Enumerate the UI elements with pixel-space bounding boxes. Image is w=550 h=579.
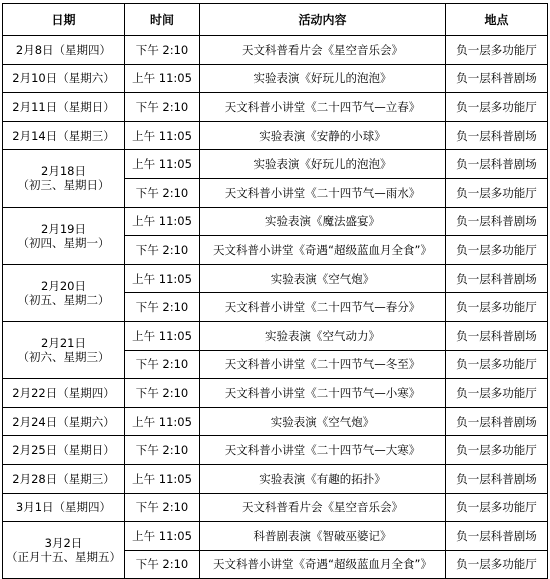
activity-cell: 天文科普小讲堂《二十四节气—大寒》 [200,436,446,465]
date-line: （初六、星期三） [17,350,110,365]
time-cell: 下午 2:10 [125,379,200,408]
date-cell [3,64,125,93]
date-line: 2月24日（星期六） [12,414,115,429]
date-line: 2月22日（星期四） [12,385,115,400]
location-cell: 负一层科普剧场 [446,464,548,493]
time-cell: 上午 11:05 [125,321,200,350]
date-line: 2月21日 [41,336,86,351]
time-cell: 上午 11:05 [125,150,200,179]
date-cell [3,464,125,493]
header-activity: 活动内容 [200,4,446,36]
table-row [3,407,548,436]
activity-cell: 天文科普小讲堂《二十四节气—立春》 [200,93,446,122]
table-row [3,64,548,93]
date-line: 2月10日（星期六） [12,71,115,86]
time-cell: 下午 2:10 [125,293,200,322]
date-line: （初五、星期二） [17,292,110,307]
date-cell [3,93,125,122]
schedule-table [2,3,548,579]
location-cell: 负一层多功能厅 [446,493,548,522]
date-cell [3,321,125,378]
date-line: （初三、星期日） [17,178,110,193]
location-cell: 负一层多功能厅 [446,436,548,465]
time-cell: 下午 2:10 [125,236,200,265]
table-row [3,264,548,293]
time-cell: 上午 11:05 [125,264,200,293]
header-time: 时间 [125,4,200,36]
date-cell [3,36,125,65]
table-row [3,464,548,493]
date-line: 3月1日（星期四） [15,500,112,515]
location-cell: 负一层科普剧场 [446,264,548,293]
location-cell: 负一层多功能厅 [446,236,548,265]
date-line: （初四、星期一） [17,235,110,250]
activity-cell: 实验表演《魔法盛宴》 [200,207,446,236]
time-cell: 上午 11:05 [125,464,200,493]
time-cell: 上午 11:05 [125,522,200,551]
time-cell: 上午 11:05 [125,121,200,150]
date-cell [3,207,125,264]
date-cell [3,264,125,321]
time-cell: 下午 2:10 [125,178,200,207]
activity-cell: 科普剧表演《智破巫婆记》 [200,522,446,551]
time-cell: 上午 11:05 [125,207,200,236]
table-row [3,207,548,236]
location-cell: 负一层多功能厅 [446,36,548,65]
location-cell: 负一层科普剧场 [446,407,548,436]
activity-cell: 天文科普看片会《星空音乐会》 [200,36,446,65]
table-row [3,522,548,551]
activity-cell: 天文科普小讲堂《二十四节气—雨水》 [200,178,446,207]
location-cell: 负一层科普剧场 [446,121,548,150]
location-cell: 负一层多功能厅 [446,93,548,122]
table-row [3,121,548,150]
date-cell [3,493,125,522]
time-cell: 下午 2:10 [125,350,200,379]
time-cell: 上午 11:05 [125,407,200,436]
table-row [3,436,548,465]
date-line: 2月14日（星期三） [12,128,115,143]
activity-cell: 实验表演《有趣的拓扑》 [200,464,446,493]
table-row [3,379,548,408]
activity-cell: 天文科普小讲堂《二十四节气—冬至》 [200,350,446,379]
schedule-body [3,36,548,579]
time-cell: 下午 2:10 [125,436,200,465]
date-line: （正月十五、星期五） [6,550,121,565]
table-row [3,36,548,65]
activity-cell: 天文科普小讲堂《奇遇“超级蓝血月全食”》 [200,236,446,265]
location-cell: 负一层多功能厅 [446,293,548,322]
date-cell [3,522,125,579]
activity-cell: 实验表演《空气炮》 [200,407,446,436]
location-cell: 负一层科普剧场 [446,522,548,551]
table-row [3,93,548,122]
date-line: 2月8日（星期四） [15,42,112,57]
date-line: 2月25日（星期日） [12,443,115,458]
activity-cell: 实验表演《安静的小球》 [200,121,446,150]
date-line: 2月28日（星期三） [12,471,115,486]
activity-cell: 天文科普小讲堂《二十四节气—春分》 [200,293,446,322]
time-cell: 下午 2:10 [125,36,200,65]
time-cell: 下午 2:10 [125,550,200,579]
date-line: 2月11日（星期日） [12,99,115,114]
table-row [3,321,548,350]
activity-cell: 实验表演《好玩儿的泡泡》 [200,64,446,93]
header-row [3,4,548,36]
activity-cell: 天文科普小讲堂《奇遇“超级蓝血月全食”》 [200,550,446,579]
date-line: 2月20日 [41,278,86,293]
date-cell [3,121,125,150]
location-cell: 负一层科普剧场 [446,207,548,236]
location-cell: 负一层科普剧场 [446,64,548,93]
activity-cell: 天文科普看片会《星空音乐会》 [200,493,446,522]
activity-cell: 实验表演《空气动力》 [200,321,446,350]
date-cell [3,407,125,436]
location-cell: 负一层多功能厅 [446,178,548,207]
date-line: 2月19日 [41,221,86,236]
header-date: 日期 [3,4,125,36]
activity-cell: 实验表演《好玩儿的泡泡》 [200,150,446,179]
location-cell: 负一层多功能厅 [446,379,548,408]
date-cell [3,436,125,465]
activity-cell: 天文科普小讲堂《二十四节气—小寒》 [200,379,446,408]
time-cell: 上午 11:05 [125,64,200,93]
date-line: 3月2日 [44,536,83,551]
location-cell: 负一层多功能厅 [446,550,548,579]
table-row [3,493,548,522]
location-cell: 负一层多功能厅 [446,350,548,379]
date-cell [3,150,125,207]
activity-cell: 实验表演《空气炮》 [200,264,446,293]
time-cell: 下午 2:10 [125,93,200,122]
location-cell: 负一层科普剧场 [446,150,548,179]
date-line: 2月18日 [41,164,86,179]
date-cell [3,379,125,408]
table-row [3,150,548,179]
header-location: 地点 [446,4,548,36]
location-cell: 负一层科普剧场 [446,321,548,350]
time-cell: 下午 2:10 [125,493,200,522]
